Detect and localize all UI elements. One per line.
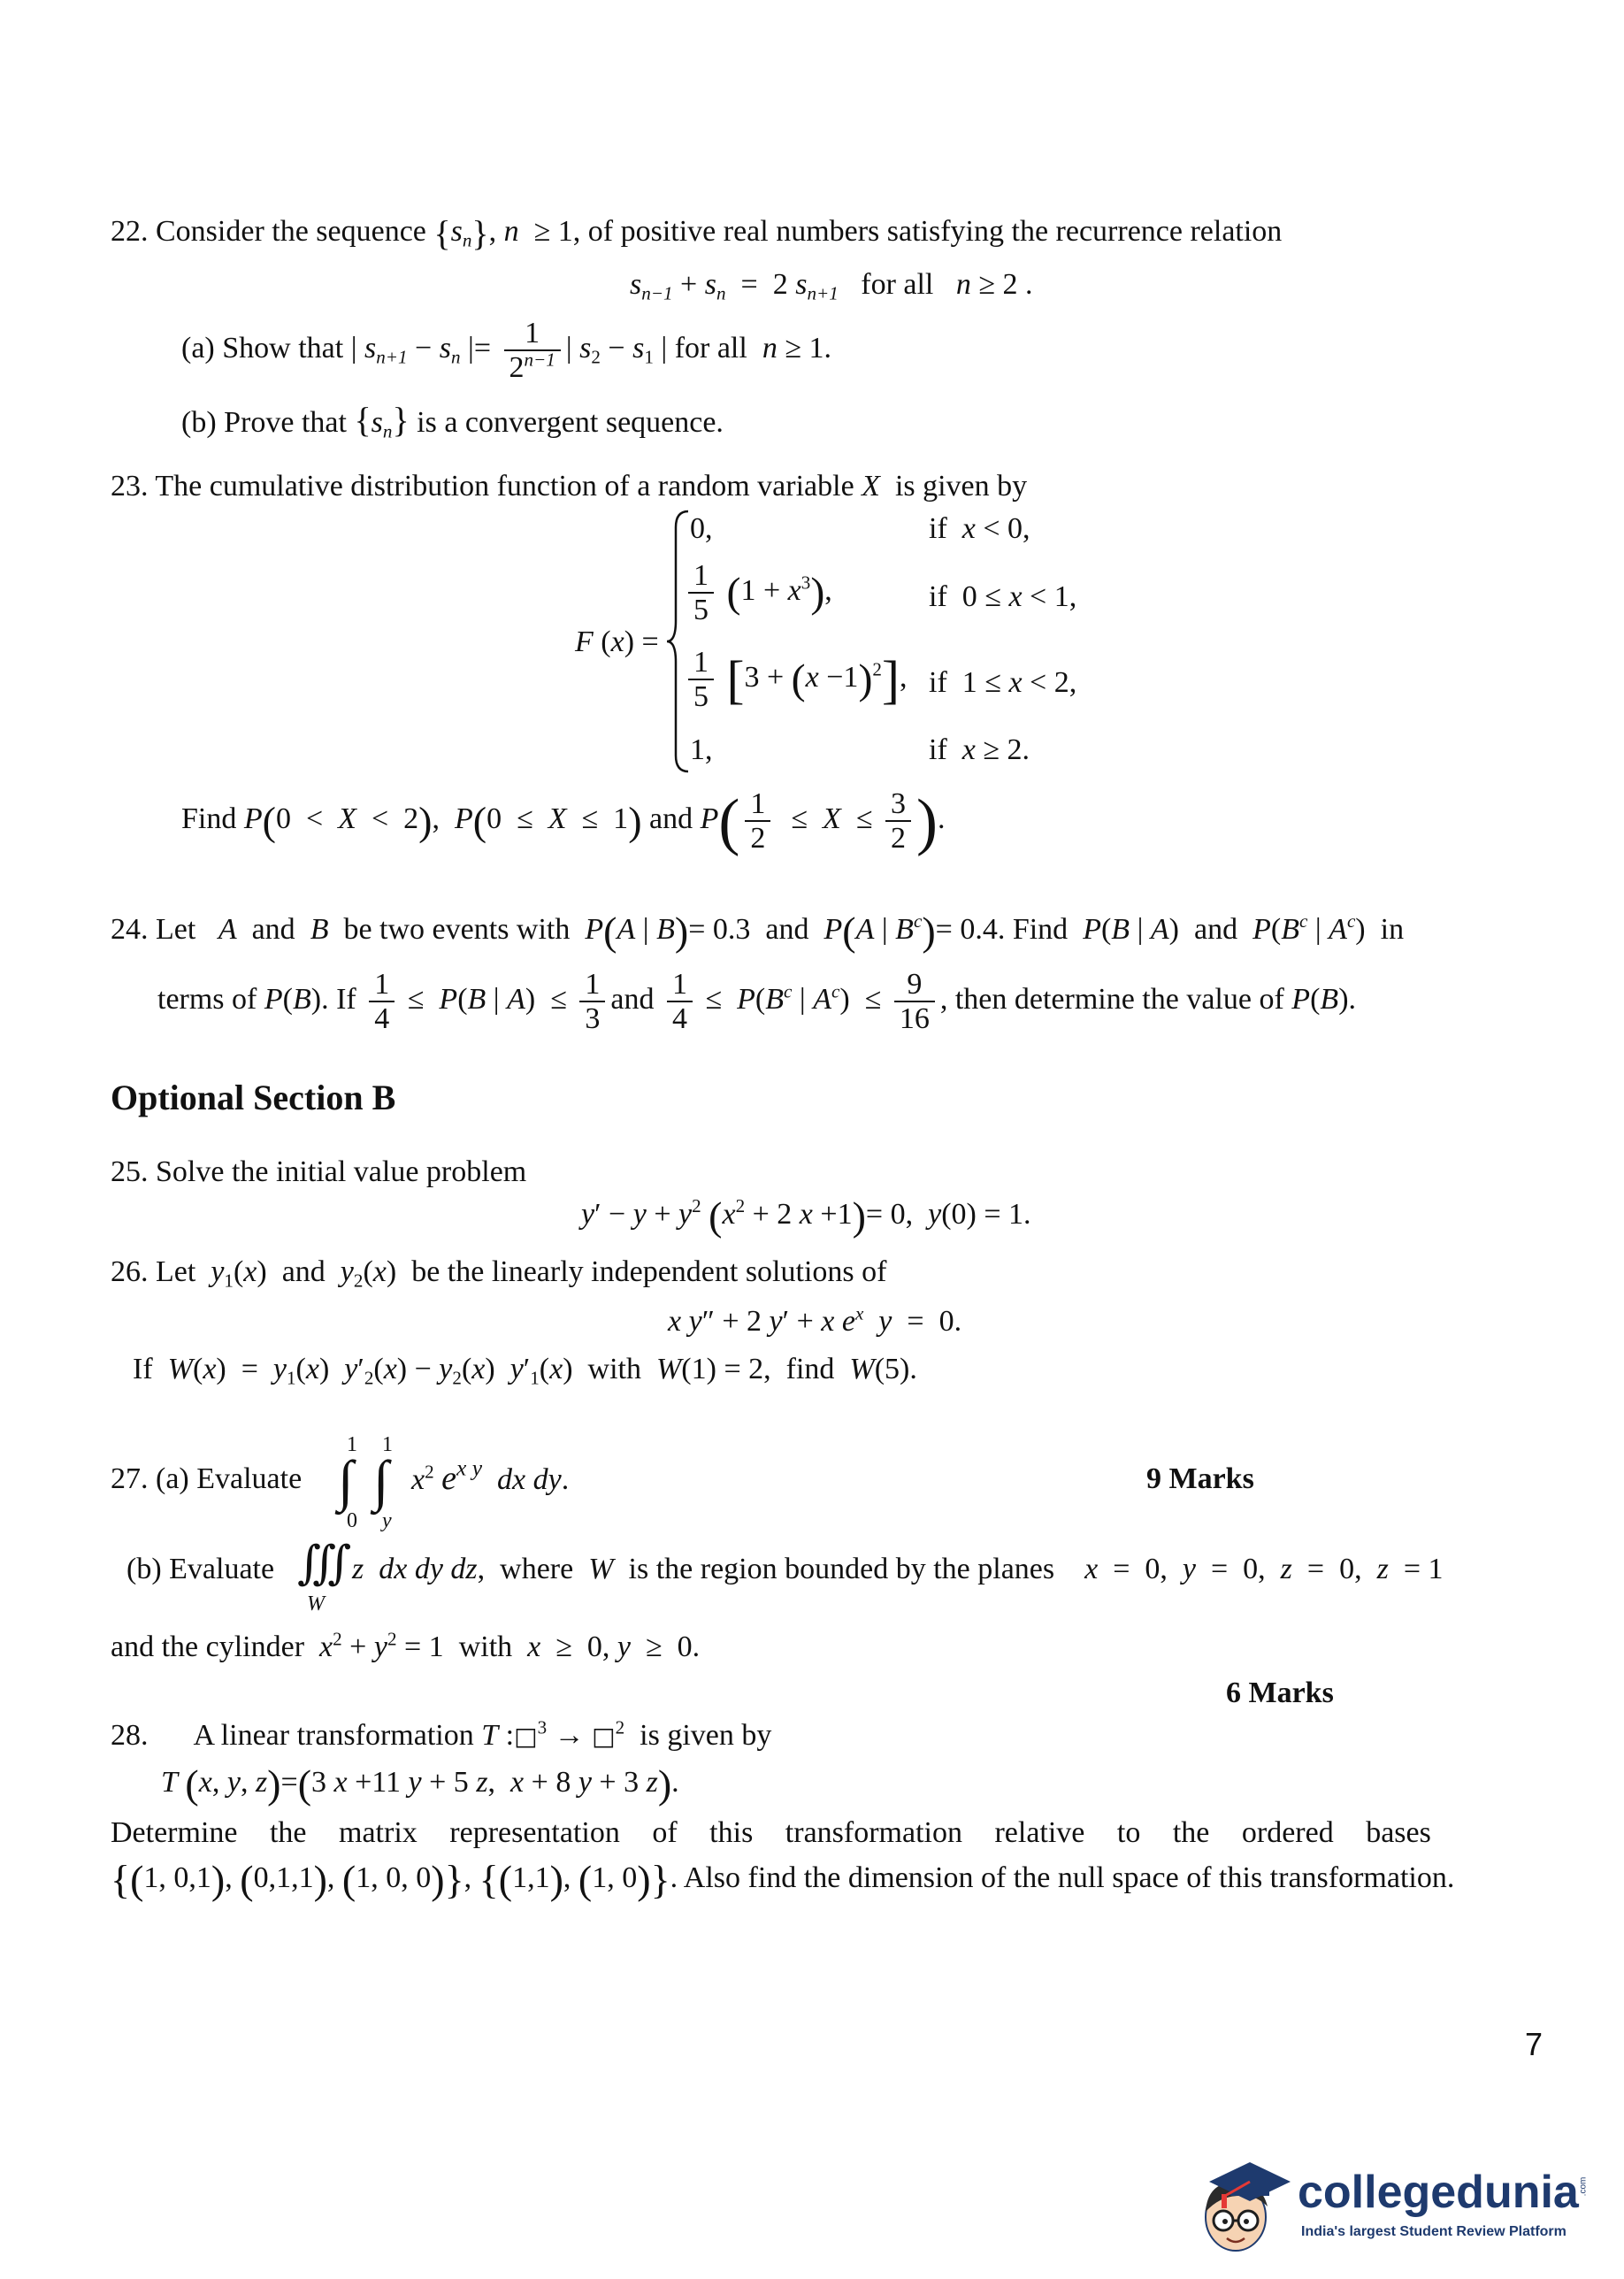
q27-triple-integral: ∭ [297,1539,352,1589]
q27-marks-a: 9 Marks [1146,1462,1254,1495]
q22-part-b: (b) Prove that $\{s_n\}$ is a convergent sequence. [181,400,724,442]
q23-case-1: 0, [690,512,713,545]
q27-integrand-a: $x^2$ $e^{x y}$ dx dy. [411,1454,570,1497]
q23-find: Find P(0 < X < 2), P(0 ≤ X ≤ 1) and P( $\frac{1}{2}$ ≤ X ≤ $\frac{3}{2}$ ). [181,786,946,857]
q28-line-1: 28. A linear transformation T :□$^3$ → □$^2$ is given by [111,1716,772,1752]
q27-integral-1: ∫ [338,1449,354,1512]
q27-part-a-label: 27. (a) Evaluate [111,1462,303,1495]
q23-function-label: F (x) = [575,625,659,658]
q24-line-2: terms of P(B). If $\frac{1}{4}$ ≤ P(B | A) ≤ $\frac{1}{3}$ and $\frac{1}{4}$ ≤ $P(B^c$ | $A^c$) ≤ $\frac{9}{16}$ , then determine the value of P(B). [157,968,1357,1036]
q22-part-a: (a) Show that | $s_{n+1} - s_n$ |= $\frac{1}{2^{n-1}}$ | $s_2 - s_1$ | for all n ≥ 1. [181,317,831,385]
q23-case-3: $\frac{1}{5}$ $[3 + (x -1)^2]$, [683,646,907,714]
q27-part-b-label: (b) Evaluate [126,1553,275,1585]
q28-line-3: Determine the matrix representation of this transformation relative to the ordered bases [111,1816,1431,1849]
q23-cases-brace [665,510,692,773]
q27-region-w: W [307,1592,325,1615]
q23-case-2: $\frac{1}{5}$ $(1 + x^3)$, [683,559,832,627]
q28-line-4: {(1, 0,1), (0,1,1), (1, 0, 0)}, {(1,1), (1, 0)}. Also find the dimension of the null space of this transformation. [111,1857,1455,1902]
q23-intro: 23. The cumulative distribution function of a random variable X is given by [111,470,1028,503]
q27-cylinder: and the cylinder $x^2 + y^2 = 1$ with x ≥ 0, y ≥ 0. [111,1628,701,1663]
q27-int2-upper: 1 [382,1433,393,1456]
q28-transformation: T (x, y, z)=(3 x +11 y + 5 z, x + 8 y + 3 z). [161,1761,679,1807]
q27-int1-upper: 1 [347,1433,357,1456]
logo-com: .com [1578,2176,1589,2197]
q23-case-4-cond: if x ≥ 2. [929,733,1030,766]
logo-tagline: India's largest Student Review Platform [1301,2224,1567,2239]
q27-part-b-rest: z dx dy dz, where W is the region bounded by the planes x = 0, y = 0, z = 0, z = 1 [352,1553,1444,1585]
q22-recurrence: $s_{n-1} + s_n = 2$ $s_{n+1}$ for all n ≥ 2 . [630,268,1033,304]
q23-case-1-cond: if x < 0, [929,512,1030,545]
q27-marks-b: 6 Marks [1226,1677,1334,1709]
q23-case-4: 1, [690,733,713,766]
section-b-title: Optional Section B [111,1078,396,1117]
q26-line-1: 26. Let $y_1(x)$ and $y_2(x)$ be the linearly independent solutions of [111,1255,887,1292]
q27-int1-lower: 0 [347,1509,357,1532]
q26-line-3: If $W(x) = y_1(x) y'_2(x) - y_2(x)$ $y'_1(x)$ with W(1) = 2, find W(5). [133,1353,917,1389]
page-number: 7 [1525,2026,1544,2062]
q23-case-3-cond: if 1 ≤ x < 2, [929,666,1077,699]
mascot-icon [1190,2150,1296,2256]
q25-text: 25. Solve the initial value problem [111,1155,527,1188]
logo-wordmark: collegedunia [1298,2167,1579,2218]
q27-integral-2: ∫ [373,1449,389,1512]
collegedunia-logo [1190,2150,1597,2256]
q25-equation: $y' - y + y^2$ ($x^2 + 2$ x +1)= 0, y(0) = 1. [581,1193,1031,1239]
q27-int2-lower: y [382,1509,392,1532]
q24-line-1: 24. Let A and B be two events with P(A | B)= 0.3 and P(A | $B^c)= 0.4$. Find P(B | A) and $P(B^c$ | $A^c$) in [111,909,1405,954]
q26-equation: x y″ + 2 y′ + x $e^x$ y = 0. [668,1302,962,1338]
q22-intro: 22. Consider the sequence $\{s_n\}$, n ≥ 1, of positive real numbers satisfying the recurrence relation [111,213,1283,254]
q23-case-2-cond: if 0 ≤ x < 1, [929,580,1077,613]
